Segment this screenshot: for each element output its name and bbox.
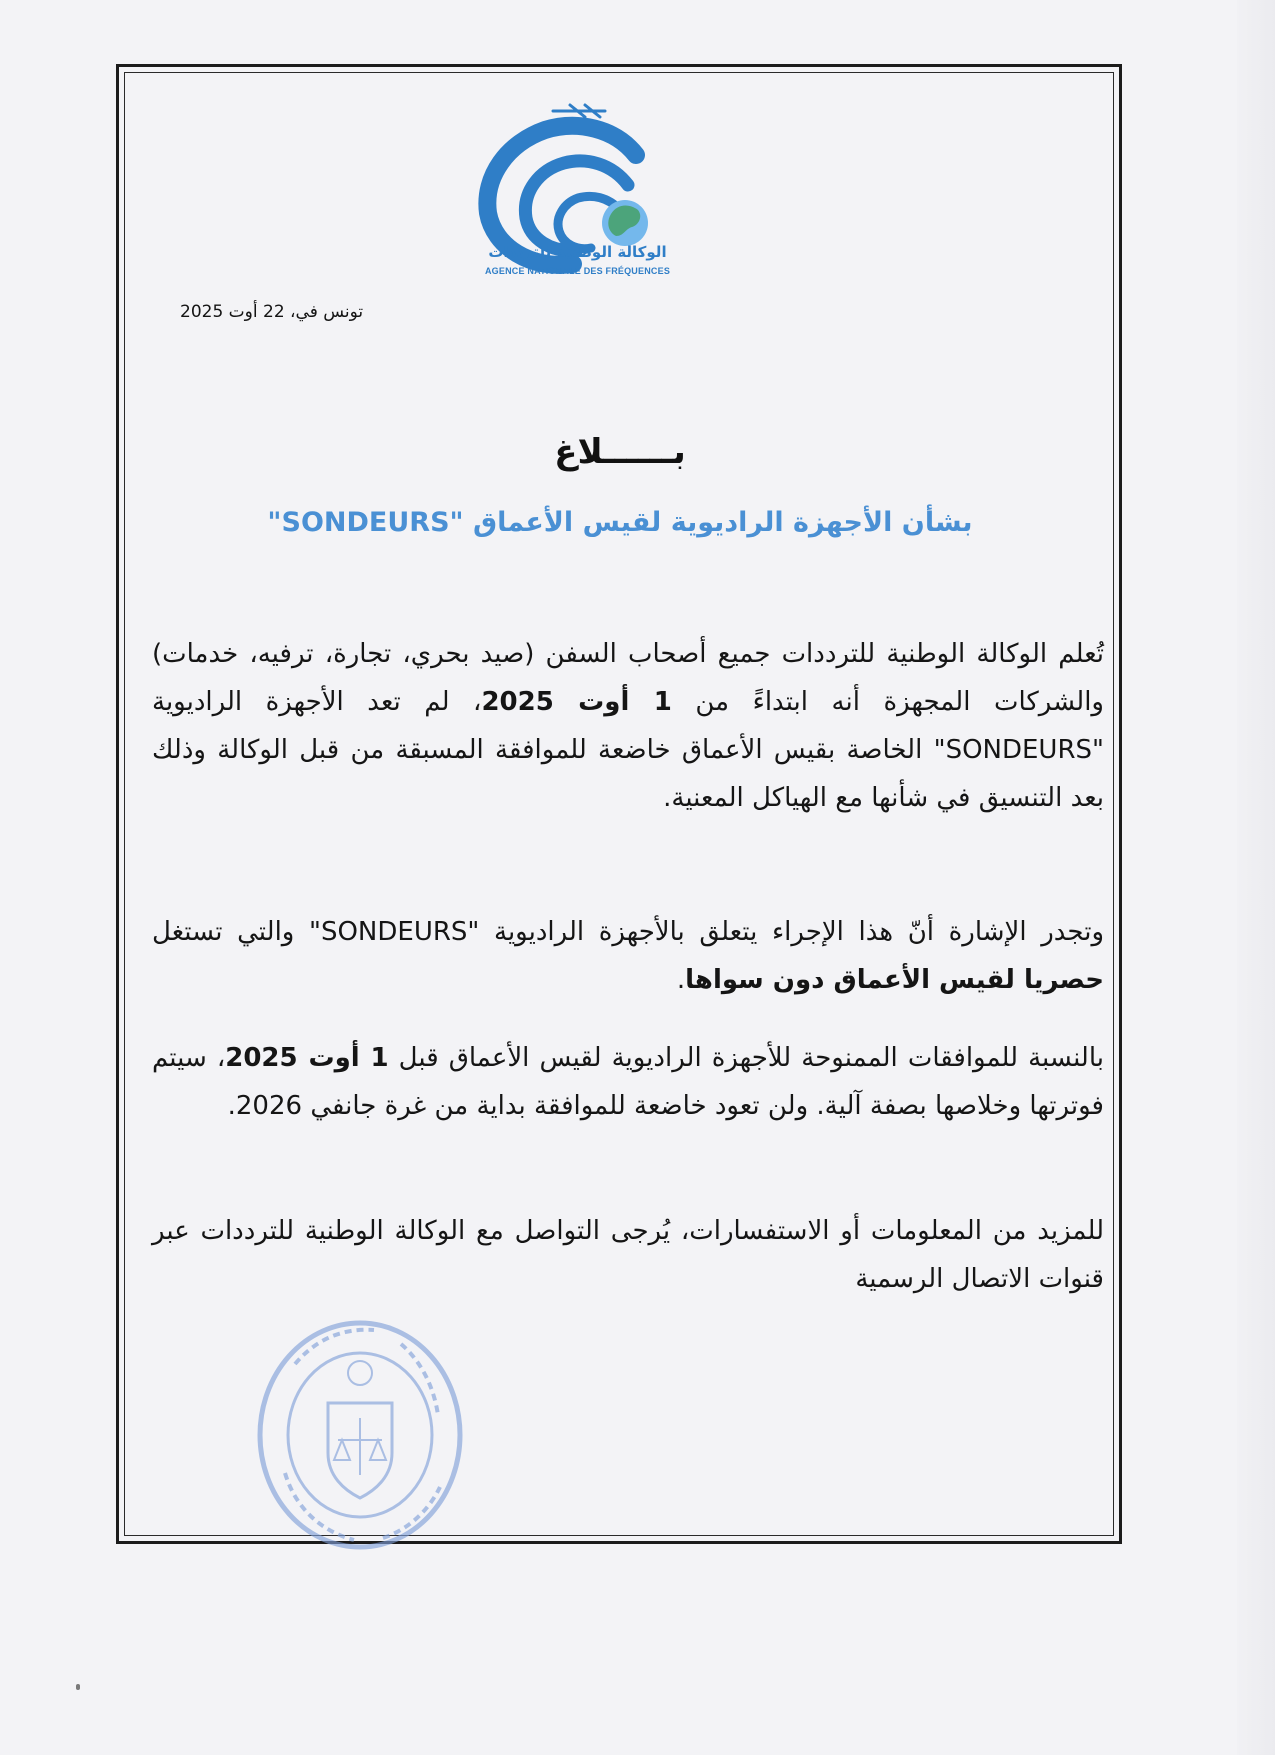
- paragraph-4-text: للمزيد من المعلومات أو الاستفسارات، يُرجى التواصل مع الوكالة الوطنية للترددات عبر قنوات الاتصال الرسمية: [152, 1216, 1104, 1294]
- official-stamp: [250, 1310, 470, 1560]
- announcement-subtitle: بشأن الأجهزة الراديوية لقيس الأعماق "SONDEURS": [267, 507, 973, 538]
- paragraph-1-text-end: ، لم تعد الأجهزة الراديوية "SONDEURS" الخاصة بقيس الأعماق خاضعة للموافقة المسبقة من قبل الوكالة وذلك بعد التنسيق في شأنها مع الهياكل المعنية.: [152, 687, 1104, 813]
- stamp-star-crescent-icon: [348, 1361, 372, 1385]
- paragraph-1: [152, 630, 1104, 822]
- paragraph-1-text: تُعلم الوكالة الوطنية للترددات جميع أصحاب السفن (صيد بحري، تجارة، ترفيه، خدمات) والشركات المجهزة أنه ابتداءً من: [152, 639, 1104, 717]
- agency-logo: [465, 100, 690, 290]
- announcement-title: بــــــلاغ: [554, 432, 686, 472]
- paper-edge: [1237, 0, 1275, 1755]
- paragraph-2-text: وتجدر الإشارة أنّ هذا الإجراء يتعلق بالأجهزة الراديوية "SONDEURS" والتي تستغل: [152, 917, 1104, 947]
- paragraph-2-text-end: .: [676, 965, 686, 995]
- logo-arabic-name: الوكالة الوطنية للترددات: [488, 243, 667, 261]
- scan-speck: [76, 1684, 80, 1690]
- paragraph-1-bold-date: 1 أوت 2025: [481, 687, 672, 717]
- paragraph-2-bold-phrase: حصريا لقيس الأعماق دون سواها: [685, 965, 1104, 995]
- paragraph-2: [152, 908, 1104, 1004]
- document-date: تونس في، 22 أوت 2025: [180, 302, 364, 322]
- paragraph-3-text-end: ، سيتم فوترتها وخلاصها بصفة آلية. ولن تعود خاضعة للموافقة بداية من غرة جانفي 2026.: [152, 1043, 1104, 1121]
- paragraph-4: [152, 1207, 1104, 1303]
- stamp-scale-icon: [334, 1418, 386, 1475]
- logo-french-name: AGENCE NATIONALE DES FRÉQUENCES: [484, 266, 671, 276]
- paragraph-3: [152, 1034, 1104, 1130]
- logo-satellite: [553, 105, 605, 117]
- paragraph-3-text: بالنسبة للموافقات الممنوحة للأجهزة الراديوية لقيس الأعماق قبل: [388, 1043, 1104, 1073]
- paragraph-3-bold-date: 1 أوت 2025: [225, 1043, 389, 1073]
